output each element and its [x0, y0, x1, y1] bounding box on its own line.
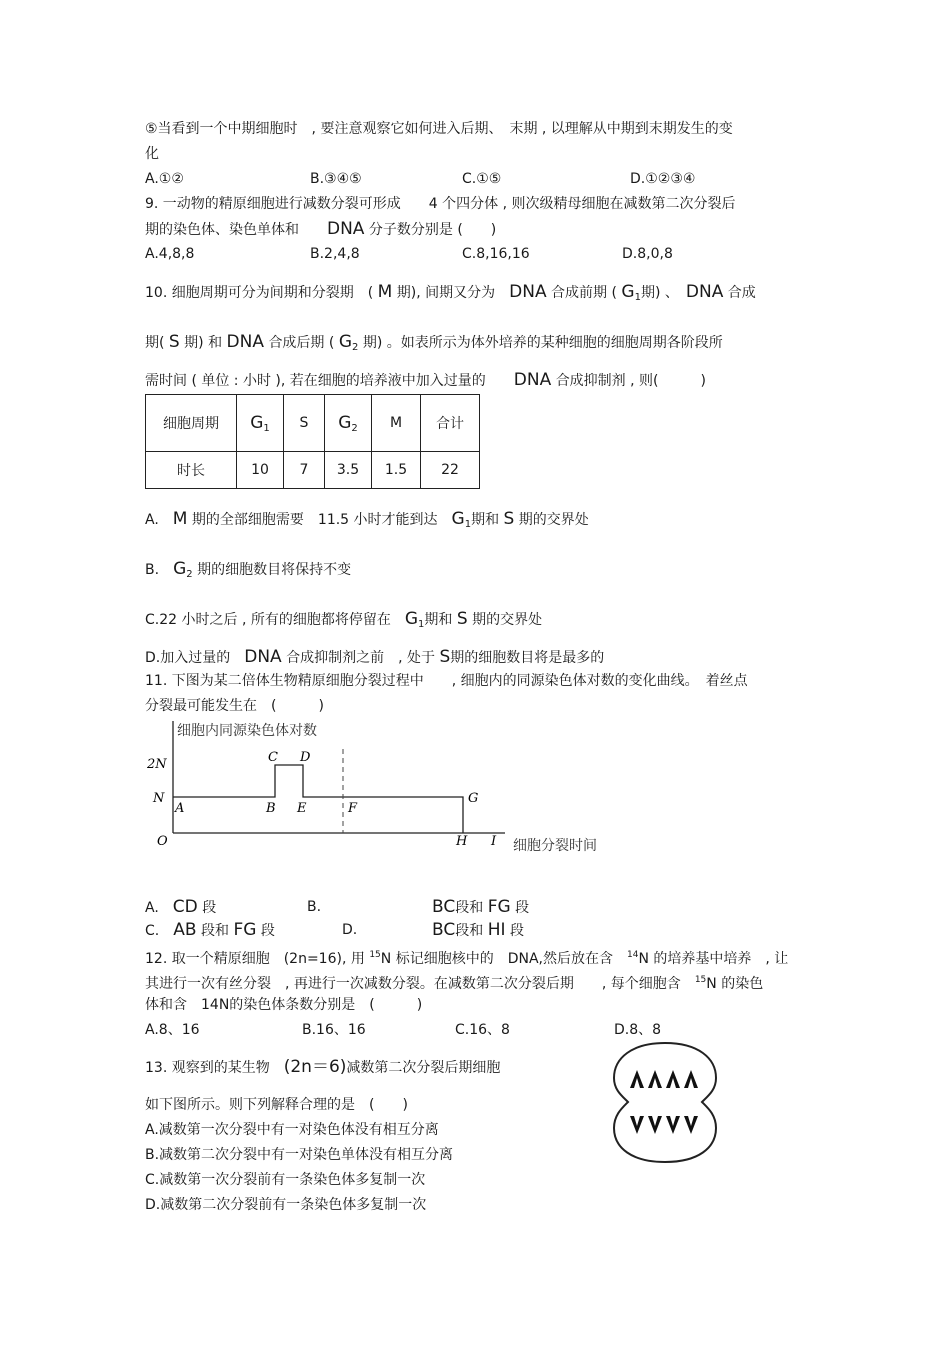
- q9-line1: 9. 一动物的精原细胞进行减数分裂可形成 4 个四分体 , 则次级精母细胞在减数第二次分裂后: [145, 196, 736, 212]
- point-label-e: E: [297, 801, 307, 816]
- curve-line: [173, 765, 463, 833]
- point-label-c: C: [268, 750, 278, 765]
- point-label-i: I: [491, 834, 497, 849]
- q8-line2: 化: [145, 146, 159, 162]
- point-label-a: A: [175, 801, 185, 816]
- q12-option-d: D.8、8: [614, 1022, 662, 1038]
- cell-membrane: [614, 1043, 716, 1162]
- q11-option-a: A. CD 段: [145, 897, 217, 917]
- table-header-row: [146, 395, 480, 452]
- chromosome: [648, 1070, 662, 1088]
- table-cell: 22: [421, 452, 480, 489]
- q11-option-c: C. AB 段和 FG 段: [145, 920, 275, 940]
- homologous-pairs-chart: [145, 715, 625, 865]
- q9-option-c: C.8,16,16: [462, 246, 530, 262]
- chromosome: [666, 1116, 680, 1134]
- cell-cycle-table: [145, 394, 480, 489]
- q13-line1: 13. 观察到的某生物 (2n＝6)减数第二次分裂后期细胞: [145, 1057, 501, 1077]
- q10-option-c: C.22 小时之后 , 所有的细胞都将停留在 $G_1$期和 S 期的交界处: [145, 609, 543, 630]
- chromosome: [648, 1116, 662, 1134]
- chromosome: [630, 1116, 644, 1134]
- table-cell: S: [284, 395, 325, 452]
- q8-line1: ⑤当看到一个中期细胞时 , 要注意观察它如何进入后期、 末期 , 以理解从中期到末期发生的变: [145, 121, 733, 137]
- q13-option-b: B.减数第二次分裂中有一对染色单体没有相互分离: [145, 1147, 454, 1163]
- point-label-d: D: [300, 750, 311, 765]
- q12-line3: 体和含 14N的染色体条数分别是 ( ): [145, 997, 423, 1013]
- q9-option-d: D.8,0,8: [622, 246, 673, 262]
- q13-option-a: A.减数第一次分裂中有一对染色体没有相互分离: [145, 1122, 439, 1138]
- point-label-g: G: [468, 791, 479, 806]
- chromosome: [630, 1070, 644, 1088]
- q11-line1: 11. 下图为某二倍体生物精原细胞分裂过程中 , 细胞内的同源染色体对数的变化曲线。 着丝点: [145, 673, 748, 689]
- q10-option-a: A. M 期的全部细胞需要 11.5 小时才能到达 $G_1$期和 S 期的交界处: [145, 509, 589, 530]
- q12-line2: 其进行一次有丝分裂 , 再进行一次减数分裂。在减数第二次分裂后期 , 每个细胞含 $^{15}$N 的染色: [145, 975, 764, 992]
- q10-line3: 需时间 ( 单位 : 小时 ), 若在细胞的培养液中加入过量的 DNA 合成抑制剂 , 则( ): [145, 370, 706, 390]
- q10-option-d: D.加入过量的 DNA 合成抑制剂之前 , 处于 S期的细胞数目将是最多的: [145, 647, 605, 667]
- point-label-b: B: [266, 801, 276, 816]
- table-cell: 10: [237, 452, 284, 489]
- q10-line1: 10. 细胞周期可分为间期和分裂期 ( M 期), 间期又分为 DNA 合成前期 ( $G_1$期) 、 DNA 合成: [145, 282, 756, 303]
- chromosome: [684, 1070, 698, 1088]
- chart-title: 细胞内同源染色体对数: [177, 723, 317, 739]
- origin-label: O: [157, 834, 168, 849]
- q11-option-d-text: BC段和 HI 段: [432, 920, 524, 940]
- q9-line2: 期的染色体、染色单体和 DNA 分子数分别是 ( ): [145, 219, 497, 239]
- q12-option-c: C.16、8: [455, 1022, 510, 1038]
- q10-line2: 期( S 期) 和 DNA 合成后期 ( $G_2$ 期) 。如表所示为体外培养的某种细胞的细胞周期各阶段所: [145, 332, 723, 353]
- q8-option-a: A.①②: [145, 171, 184, 187]
- q13-option-d: D.减数第二次分裂前有一条染色体多复制一次: [145, 1197, 427, 1213]
- point-label-f: F: [348, 801, 358, 816]
- q11-option-b: B.: [307, 899, 322, 915]
- q9-option-a: A.4,8,8: [145, 246, 195, 262]
- chromosome: [666, 1070, 680, 1088]
- q10-option-b: B. $G_2$ 期的细胞数目将保持不变: [145, 559, 352, 580]
- dividing-cell-figure: [610, 1040, 720, 1165]
- q8-option-b: B.③④⑤: [310, 171, 362, 187]
- q11-option-d: D.: [342, 922, 358, 938]
- table-cell: 时长: [146, 452, 237, 489]
- q12-option-b: B.16、16: [302, 1022, 366, 1038]
- q13-line2: 如下图所示。则下列解释合理的是 ( ): [145, 1097, 408, 1113]
- q13-option-c: C.减数第一次分裂前有一条染色体多复制一次: [145, 1172, 426, 1188]
- table-cell: 3.5: [325, 452, 372, 489]
- upper-chromosomes: [630, 1070, 698, 1088]
- table-cell: 细胞周期: [146, 395, 237, 452]
- y-tick-n: N: [153, 791, 165, 806]
- q8-option-c: C.①⑤: [462, 171, 502, 187]
- q12-line1: 12. 取一个精原细胞 (2n=16), 用 $^{15}$N 标记细胞核中的 DNA,然后放在含 $^{14}$N 的培养基中培养 , 让: [145, 950, 789, 967]
- table-cell: 1.5: [372, 452, 421, 489]
- q8-option-d: D.①②③④: [630, 171, 696, 187]
- q11-option-b-text: BC段和 FG 段: [432, 897, 530, 917]
- q9-option-b: B.2,4,8: [310, 246, 360, 262]
- x-axis-label: 细胞分裂时间: [513, 838, 597, 854]
- table-cell: $G_2$: [325, 395, 372, 452]
- q11-line2: 分裂最可能发生在 ( ): [145, 698, 324, 714]
- q12-option-a: A.8、16: [145, 1022, 200, 1038]
- table-cell: $G_1$: [237, 395, 284, 452]
- y-tick-2n: 2N: [147, 757, 167, 772]
- point-label-h: H: [456, 834, 468, 849]
- table-cell: 合计: [421, 395, 480, 452]
- chromosome: [684, 1116, 698, 1134]
- table-cell: 7: [284, 452, 325, 489]
- table-cell: M: [372, 395, 421, 452]
- table-row: [146, 452, 480, 489]
- lower-chromosomes: [630, 1116, 698, 1134]
